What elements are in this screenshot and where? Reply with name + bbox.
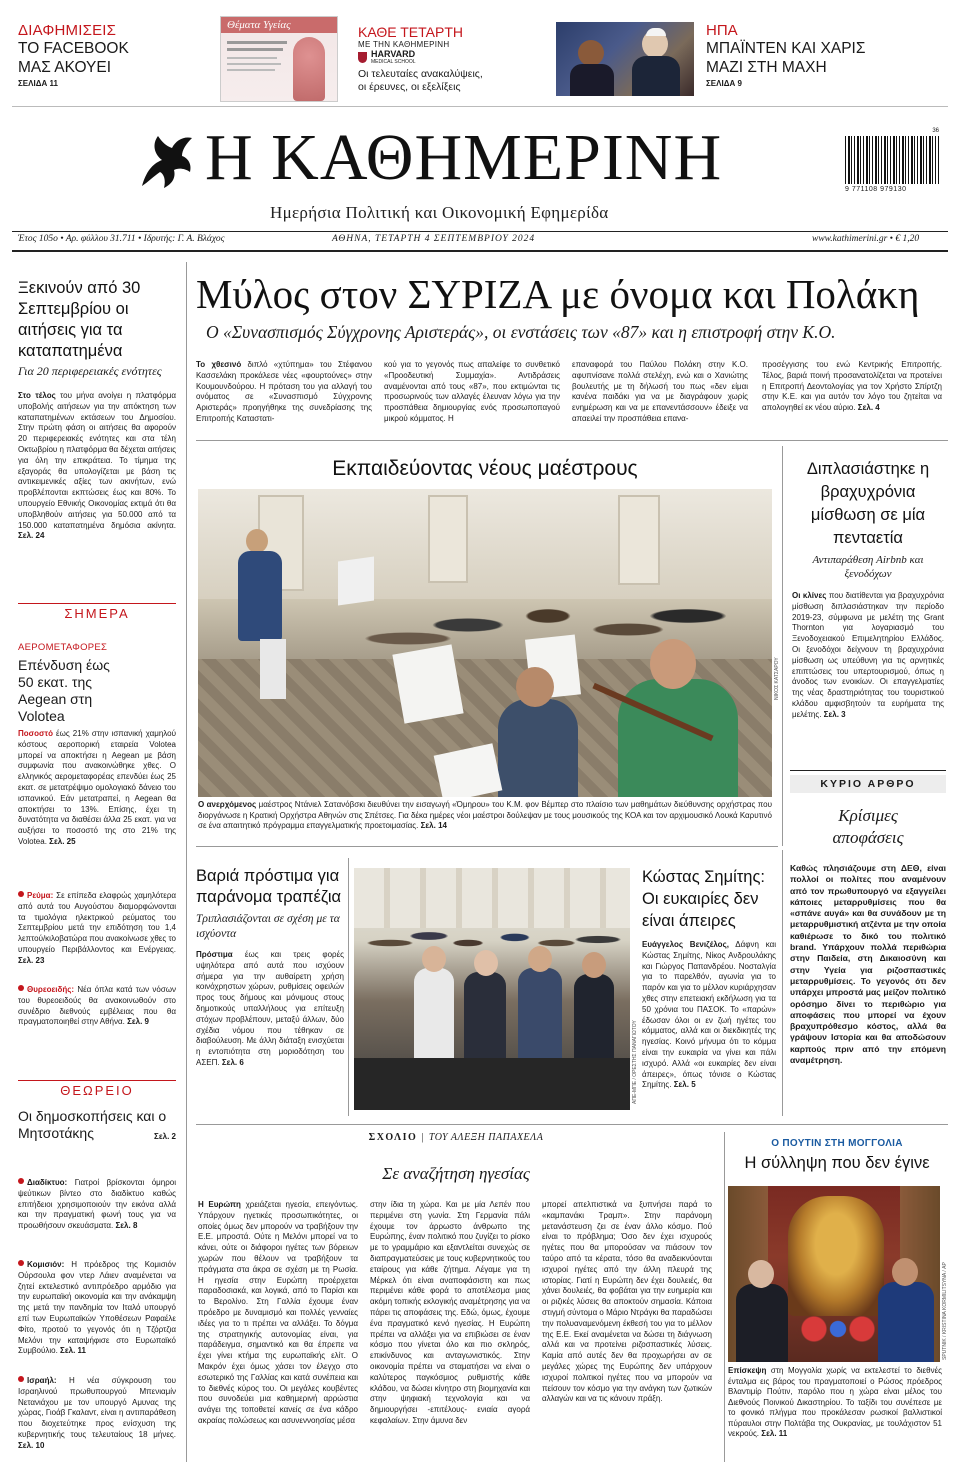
body-text: στην ίδια τη χώρα. Και με μία Λεπέν που περιμένει στη γωνία. Στη Γερμανία πάλι έχουμε τον άρρωστο άνθρωπο της Ευρώπης, έναν πολιτικό που ζυγίζει το ρίσκο με το γραμμάριο και εξαντλείται συνεχώς σε διαπραγματεύσεις με τους κυβερνητικούς του εταίρους για κάθε ζήτημα. Λέγαμε για τη Μέρκελ ότι είναι αναποφάσιστη και πως περιμένει κάθε φορά το αποτέλεσμα μιας ακόμη τοπικής εκλογικής αναμέτρησης για να πάρει τις αποφάσεις της. Εδώ, όμως, έχουμε ένα πραγματικό κενό ηγεσίας. Η Ευρώπη πρέπει να αλλάξει για να επιβιώσει σε έναν κόσμο που γίνεται όλο και πιο σκληρός, επικίνδυνος και ανταγωνιστικός. Στην οικονομία πρέπει να σταματήσει να είναι ο καλύτερος παγκόσμιος ρυθμιστής κάθε κλάδου, να δώσει κίνητρο στη βιομηχανία και στην ψηφιακή τεχνολογία και να δημιουργήσει -επιτέλους- ενιαία αγορά κεφαλαίων. Στην άμυνα δεν xyxy=(370,1200,530,1425)
body-text: έως 21% στην ισπανική χαμηλού κόστους αεροπορική εταιρεία Volotea μπορεί να αποκτήσει η Aegean με βάση συμφωνία που ανακοινώθηκε χθες. Ο ελληνικός αερομεταφορέας επενδύει έως 25 εκατ. σε μετατρέψιμο ομολογιακό δάνειο του ισπανικού. Εάν μετατραπεί, η Aegean θα αποκτήσει το 13%. Επίσης, έχει τη δυνατότητα να διαθέσει άλλα 25 εκατ. για να αυξήσει το ποσοστό της στο 21% της Volotea. xyxy=(18,729,176,846)
story-subheadline: Αντιπαράθεση Airbnb και ξενοδόχων xyxy=(812,554,924,580)
editorial-box[interactable] xyxy=(790,770,946,1110)
left-top-story[interactable] xyxy=(18,278,176,575)
page-ref: Σελ. 11 xyxy=(761,1429,788,1438)
caption-text: στη Μογγολία χωρίς να εκτελεστεί το διεθνές ένταλμα εις βάρος του πραγματοποιεί ο Ρώσος πρόεδρος Βλαντιμίρ Πούτιν, παρόλο που η χώρα είναι μέλος του Διεθνούς Ποινικού Δικαστηρίου. Το ταξίδι του συνέπεσε με το φονικό πλήγμα που προκάλεσαν ρωσικοί βαλλιστικοί πύραυλοι στην Πολτάβα της Ουκρανίας, με τουλάχιστον 51 νεκρούς. xyxy=(728,1366,942,1438)
teaser-kicker: ΗΠΑ xyxy=(706,22,738,39)
item-commission[interactable] xyxy=(18,1260,176,1366)
story-body xyxy=(196,950,344,1090)
lead-word: Η Ευρώπη xyxy=(198,1200,241,1209)
bullet-icon xyxy=(18,1178,24,1184)
photo-credit: SPUTNIK / KRISTINA KORMILITSYNA / ΑΡ xyxy=(942,1262,948,1360)
lead-subheadline: Ο «Συνασπισμός Σύγχρονης Αριστεράς», οι ενστάσεις των «87» και η επιστροφή στην Κ.Ο. xyxy=(206,322,836,342)
teaser-page: ΣΕΛΙΔΑ 11 xyxy=(18,79,58,88)
harvard-brand: HARVARD xyxy=(371,49,416,59)
theoreio-label: ΘΕΩΡΕΙΟ xyxy=(60,1083,134,1098)
brief-electricity[interactable] xyxy=(18,891,176,977)
teaser-text-line: Οι τελευταίες ανακαλύψεις, xyxy=(358,68,483,80)
teaser-kicker: ΔΙΑΦΗΜΙΣΕΙΣ xyxy=(18,22,117,39)
shield-icon xyxy=(358,52,367,63)
story-body xyxy=(18,391,176,575)
masthead-rule-bottom xyxy=(12,250,948,252)
column-col-2 xyxy=(370,1200,530,1462)
page-ref: Σελ. 23 xyxy=(18,955,45,965)
page-ref: Σελ. 9 xyxy=(127,1017,150,1027)
column-body[interactable] xyxy=(198,1200,716,1462)
story-headline: Επένδυση έως 50 εκατ. της Aegean στη Volotea xyxy=(18,657,110,724)
photo-story-headline: Εκπαιδεύοντας νέους μαέστρους xyxy=(332,457,638,480)
editorial-label: ΚΥΡΙΟ ΑΡΘΡΟ xyxy=(790,775,946,793)
editorial-body: Καθώς πλησιάζουμε στη ΔΕΘ, είναι πολλοί οι πολίτες που αναμένουν από τον πρωθυπουργό να εξαγγείλει κάποιες μεταρρυθμίσεις που θα «σπάνε αυγά» και θα συνάδουν με τη μεταρρυθμιστική ατζέντα με την οποία καθιέρωσε το δικό του πολιτικό brand. Υπάρχουν πολλά περιθώρια στην Παιδεία, στη Δικαιοσύνη και στην Υγεία για ριζοσπαστικές μεταρρυθμίσεις. Το γεγονός ότι δεν υπάρχει μπροστά μας μείζον πολιτικό ορόσημο δίνει το περιθώριο για αποφάσεις που μπορεί να έχουν βραχυπρόθεσμο κόστος, αλλά θα γράψουν Ιστορία και θα αποδώσουν καρπούς πριν από την επόμενη αναμέτρηση. xyxy=(790,863,946,1066)
orchestra-photo xyxy=(198,489,772,797)
lead-col-4 xyxy=(762,360,942,432)
lead-word: Οι κλίνες xyxy=(792,591,827,600)
section-divider xyxy=(196,1124,948,1125)
teaser-title-line: ΜΠΑΪΝΤΕΝ ΚΑΙ ΧΑΡΙΣ xyxy=(706,40,866,57)
item-lead: Ισραήλ: xyxy=(27,1376,57,1385)
column-col-1 xyxy=(198,1200,358,1462)
body-text: μπορεί απελπιστικά να ξυπνήσει παρά το «καμπανάκι Τραμπ». Στην παράνομη μετανάστευση ζει σε έναν άλλο κόσμο. Πού είναι το πρόβλημα; Όσο δεν έχει ισχυρούς ηγέτες που θα μπορούσαν να πιάσουν τον ταύρο από τα κέρατα, τόσο θα αναδεικνύονται ισχυροί ηγέτες από την άλλη πλευρά της ιστορίας. Γιατί η Ευρώπη δεν έχει δουλειές, θα χάνει δουλειές, θα φοβάται για την ευημερία και οι ριζικές λύσεις θα αποκτούν σημασία. Κάποια στιγμή σύντομα ο Μάριο Ντράγκι θα παραδώσει την πολυαναμενόμενη έκθεσή του για το μέλλον της Ε.Ε. Εκεί αναμένεται να δώσει τη διάγνωση αλλά και να προτείνει ριζοσπαστικές λύσεις. Καμία από αυτές δεν θα προχωρήσει αν σε μεγάλες χώρες της Ευρώπης δεν υπάρχουν ισχυροί πολιτικοί ηγέτες που να μπορούν να πείσουν τον κόσμο για την ανάγκη των ζωτικών αλλαγών και να τις κάνουν πράξη. xyxy=(542,1200,712,1404)
body-text: έως και τρεις φορές υψηλότερα από αυτά που ισχύουν σήμερα για την αυθαίρετη χρήση κοινόχρηστων χώρων, ρυθμίσεις οφειλών προς τους δήμους και μόνιμους στους δημοτικούς υπαλλήλους για επίτευξη στόχων προβλέπουν, μεταξύ άλλων, δύο σχέδια νόμου που τέθηκαν σε διαβούλευση. Με άλλη διάταξη ενισχύεται η εντοπιότητα στη μοριοδότηση του ΑΣΕΠ. xyxy=(196,950,344,1067)
page-ref: Σελ. 6 xyxy=(221,1057,244,1067)
column-title: Σε αναζήτηση ηγεσίας xyxy=(382,1164,530,1183)
putin-caption xyxy=(728,1366,942,1462)
column-divider xyxy=(348,858,349,1116)
story-headline: Η σύλληψη που δεν έγινε xyxy=(744,1154,930,1172)
body-text: χρειάζεται ηγεσία, επειγόντως. Υπάρχουν ηγετικές προσωπικότητες, οι οποίες όμως δεν μπορούν να τραβήξουν την Ε.Ε. μπροστά. Ούτε η Μελόνι μπορεί να το κάνει, ούτε οι διάφοροι ηγέτες των βόρειων χωρών που θέλουν να τραβήξουν τα πράγματα στα άκρα σε σχέση με τη Ρωσία. Η ηγεσία στην Ευρώπη προέρχεται παραδοσιακά, και λογικά, από το Παρίσι και το Βερολίνο. Στη Γαλλία έχουμε έναν πρόεδρο με δυναμισμό και πολλές γενναίες ιδέες για το τι πρέπει να αλλάξει. Το δόγμα της στρατηγικής αυτονομίας είναι, για παράδειγμα, σημαντικό και θα έπρεπε να έχει γίνει κτήμα της ευρωπαϊκής ελίτ. Ο Μακρόν έχει όμως χάσει τον έλεγχο στο εσωτερικό της Γαλλίας και κατά συνέπεια και το διεθνές κύρος του. Οι μεγάλες κουβέντες που συνοδεύει μια καθημερινή αρρώστια ανάγει της τοποθετεί κανείς σε ένα κάδρο ακραίας πολώσεως και ασυνεννοησίας μέσα xyxy=(198,1200,358,1425)
masthead-meta-left: Έτος 105ο • Αρ. φύλλου 31.711 • Ιδρυτής: Γ. Α. Βλάχος xyxy=(18,234,225,244)
lead-word: Ευάγγελος Βενιζέλος, xyxy=(642,940,729,949)
page-ref: Σελ. 4 xyxy=(857,403,880,413)
column-divider xyxy=(724,1132,725,1462)
masthead-meta-right: www.kathimerini.gr • € 1,20 xyxy=(812,234,920,244)
page-ref: Σελ. 25 xyxy=(49,836,76,846)
column-col-3 xyxy=(542,1200,712,1462)
body-text: διπλό «χτύπημα» του Στέφανου Κασσελάκη προκάλεσε νέες «φουρτούνες» στην Κουμουνδούρου. Η πρόταση του για αλλαγή του ονόματος σε «Συνασπισμό Σύγχρονης Αριστεράς» προηγήθηκε της συνεδρίασης της Επιτροπής Καταστατι- xyxy=(196,360,372,423)
column-divider xyxy=(782,446,783,846)
lead-col-1 xyxy=(196,360,372,432)
item-lead: Διαδίκτυο: xyxy=(27,1178,68,1187)
story-body xyxy=(642,940,776,1098)
top-divider xyxy=(12,106,948,107)
airbnb-story[interactable] xyxy=(792,458,944,743)
lead-word: Ποσοστό xyxy=(18,729,53,738)
teaser-title-line: ΜΑΖΙ ΣΤΗ ΜΑΧΗ xyxy=(706,59,827,76)
body-text: του μήνα ανοίγει η πλατφόρμα υποβολής αιτήσεων για την απόκτηση των καταπατημένων εκτάσεων του Δημοσίου. Στην πρώτη φάση οι αιτήσεις θα αφορούν 20 περιφερειακές ενότητες και στα τέλη Οκτωβρίου η πλατφόρμα θα δέχεται αιτήσεις για όλη την επικράτεια. Το τίμημα της εξαγοράς θα υπολογίζεται με βάση τις αντικειμενικές αξίες των ακινήτων, ενώ προβλέπονται εκπτώσεις έως και 80%. Το υπουργείο Εθνικής Οικονομίας εκτιμά ότι θα υποβληθούν αιτήσεις για 50.000 από τα 150.000 καταπατημένα δημόσια ακίνητα. xyxy=(18,391,176,530)
lead-headline: Μύλος στον ΣΥΡΙΖΑ με όνομα και Πολάκη xyxy=(196,271,920,317)
story-body xyxy=(792,591,944,743)
column-label: ΣΧΟΛΙΟ xyxy=(368,1132,418,1143)
brief-lead: Θυρεοειδής: xyxy=(27,985,75,994)
barcode-number: 9 771108 979130 xyxy=(845,186,907,193)
section-divider xyxy=(18,1080,176,1081)
lead-word: Πρόστιμα xyxy=(196,950,233,959)
story-subheadline: Τριπλασιάζονται σε σχέση με τα ισχύοντα xyxy=(196,913,340,940)
column-byline: ΣΧΟΛΙΟ | ΤΟΥ ΑΛΕΞΗ ΠΑΠΑΧΕΛΑ xyxy=(368,1132,544,1143)
magazine-cover-image xyxy=(220,16,338,102)
column-divider xyxy=(186,262,187,1462)
page-ref: Σελ. 8 xyxy=(115,1221,138,1231)
brief-lead: Ρεύμα: xyxy=(27,891,54,900)
theoreio-lead[interactable] xyxy=(18,1108,176,1141)
section-divider xyxy=(18,603,176,604)
lead-word: Ο ανερχόμενος xyxy=(198,800,257,809)
body-text: που διατίθενται για βραχυχρόνια μίσθωση διπλασιάστηκαν την περίοδο 2019-23, σύμφωνα με μελέτη της Grant Thornton για λογαριασμό του Ξενοδοχειακού Επιμελητηρίου Ελλάδος. Οι ξενοδόχοι δείχνουν τη βραχυχρόνια μίσθωση ως υπεύθυνη για τις αρνητικές επιπτώσεις του υπερτουρισμού, όπως η άνοδος των ενοικίων. Οι επαγγελματίες της νέας δραστηριότητας του τουριστικού κλάδου αμφισβητούν τα ευρήματα της μελέτης. xyxy=(792,591,944,719)
masthead-rule-top xyxy=(12,231,948,232)
item-body: Η νέα σύγκρουση του Ισραηλινού πρωθυπουργού Μπενιαμίν Νετανιάχου με τον υπουργό Αμυνας της χώρας, Γιοάβ Γκαλαντ, είναι η αντιπαράθεση που διοχετεύτηκε προς ενίσχυση της κυβερνητικής τους τελευταίους 18 μήνες. xyxy=(18,1376,176,1439)
magazine-title: Θέματα Υγείας xyxy=(221,17,337,33)
section-divider xyxy=(196,846,778,847)
biden-harris-photo xyxy=(556,22,694,96)
column-author: ΤΟΥ ΑΛΕΞΗ ΠΑΠΑΧΕΛΑ xyxy=(428,1132,544,1143)
story-kicker: ΑΕΡΟΜΕΤΑΦΟΡΕΣ xyxy=(18,642,108,653)
bullet-icon xyxy=(18,891,24,897)
story-headline: Βαριά πρόστιμα για παράνομα τραπέζια xyxy=(196,867,342,906)
today-story[interactable] xyxy=(18,642,176,1039)
teaser-facebook[interactable] xyxy=(18,22,208,100)
masthead-meta-center: ΑΘΗΝΑ, ΤΕΤΑΡΤΗ 4 ΣΕΠΤΕΜΒΡΙΟΥ 2024 xyxy=(332,234,536,244)
photo-credit: ΑΠΕ-ΜΠΕ / ΟΡΕΣΤΗΣ ΠΑΝΑΓΙΩΤΟΥ xyxy=(632,1020,638,1104)
bullet-icon xyxy=(18,1260,24,1266)
page-ref: Σελ. 10 xyxy=(18,1440,45,1450)
item-body: Η πρόεδρος της Κομισιόν Ούρσουλα φον ντερ Λάιεν αναμένεται να ζητεί εκτελεστικό αντιπρόεδρο αρμόδιο για την ευρωπαϊκή οικονομία και την ανάκαμψη της μετά την πανδημία τον Ιταλό υπουργό επί των Ευρωπαϊκών Υποθέσεων Ραφαέλε Φίτο, προτού το γεγονός ότι η Τζόρτζια Μελόνι την καταψήφισε στο Ευρωπαϊκό Συμβούλιο. xyxy=(18,1260,176,1356)
photo-caption xyxy=(198,800,772,832)
teaser-subkicker: ΜΕ ΤΗΝ ΚΑΘΗΜΕΡΙΝΗ xyxy=(358,40,450,49)
issue-number: 36 xyxy=(932,128,939,134)
editorial-title: Κρίσιμες αποφάσεις xyxy=(832,806,904,847)
simitis-story[interactable] xyxy=(642,866,776,1098)
story-subheadline: Για 20 περιφερειακές ενότητες xyxy=(18,364,162,378)
page-ref: Σελ. 3 xyxy=(823,709,846,719)
column-divider xyxy=(782,850,783,1116)
item-internet[interactable] xyxy=(18,1178,176,1250)
teaser-title-line: ΜΑΣ ΑΚΟΥΕΙ xyxy=(18,59,112,76)
page-ref: Σελ. 14 xyxy=(420,821,447,830)
item-body: Γιατροί βρίσκονται όμηροι ψεύτικων βίντεο στο διαδίκτυο καθώς επιτήδειοι χρησιμοποιούν την εικόνα αλλά και την πραγματική φωνή τους για να προωθήσουν σκευάσματα. xyxy=(18,1178,176,1231)
teaser-health-magazine[interactable] xyxy=(218,16,518,104)
lead-col-2 xyxy=(384,360,560,432)
putin-story[interactable] xyxy=(726,1138,948,1174)
lead-word: Στο τέλος xyxy=(18,391,56,400)
lead-col-3 xyxy=(572,360,748,432)
lead-word: Το χθεσινό xyxy=(196,360,242,369)
masthead-title: Η ΚΑΘΗΜΕΡΙΝΗ xyxy=(205,121,723,194)
page-ref: Σελ. 24 xyxy=(18,531,45,541)
brief-body: Σε επίπεδα ελαφρώς χαμηλότερα από αυτά του Αυγούστου διαμορφώνονται τα τιμολόγια ηλεκτρικού ρεύματος του Σεπτεμβρίου μετά την επιδότηση του 1,4 λεπτού/κιλοβατώρα που ανακοίνωσε χθες το υπουργείο Περιβάλλοντος και Ενέργειας. xyxy=(18,891,176,954)
teaser-page: ΣΕΛΙΔΑ 9 xyxy=(706,79,742,88)
page-ref: Σελ. 11 xyxy=(60,1346,86,1356)
teaser-kicker: ΚΑΘΕ ΤΕΤΑΡΤΗ xyxy=(358,24,463,40)
caption-text: μαέστρος Ντάνιελ Σατανόβσκι διευθύνει την εισαγωγή «Όμηρου» του Κ.Μ. φον Βέμπερ στο πλαίσιο των μαθημάτων διεύθυνσης ορχήστρας που διοργάνωσε η Κρατική Ορχήστρα Αθηνών στις Σπέτσες. Για δέκα ημέρες νέοι μαέστροι δούλεψαν με τους μουσικούς της ΚΟΑ και τον αρχιμουσικό Λουκά Καρυτινό σε ένα απαιτητικό πρόγραμμα επαγγελματικής προετοιμασίας. xyxy=(198,800,772,830)
teaser-title-line: ΤΟ FACEBOOK xyxy=(18,40,129,57)
item-israel[interactable] xyxy=(18,1376,176,1460)
lead-word: Επίσκεψη xyxy=(728,1366,767,1375)
bullet-icon xyxy=(18,1376,24,1382)
page-ref: Σελ. 2 xyxy=(154,1132,176,1141)
story-headline: Διπλασιάστηκε η βραχυχρόνια μίσθωση σε μία πενταετία xyxy=(806,460,930,547)
photo-credit: ΝΙΚΟΣ ΚΑΤΣΑΡΟΥ xyxy=(774,657,780,700)
griffin-logo xyxy=(132,128,198,194)
theoreio-items xyxy=(18,1178,176,1460)
brief-thyroid[interactable] xyxy=(18,985,176,1039)
body-text: κού για το γεγονός πως απαλείφε το συνθετικό «Προοδευτική Συμμαχία». Αντιδράσεις αναμένονται από τους «87», που εκτιμώνται τις προσωρινούς των αλλαγές έλευναν λόγω για την προσπάθεια δημιουργίας ενός προσωποπαγού μικρού κόμματος. Η xyxy=(384,360,560,423)
masthead-subtitle: Ημερήσια Πολιτική και Οικονομική Εφημερίδα xyxy=(270,203,609,222)
harvard-brand-sub: MEDICAL SCHOOL xyxy=(371,59,416,65)
bullet-icon xyxy=(18,985,24,991)
lead-story-body[interactable] xyxy=(196,360,942,432)
page-ref: Σελ. 5 xyxy=(673,1080,696,1090)
barcode xyxy=(845,128,943,198)
pasok-event-photo xyxy=(354,868,630,1110)
today-label: ΣΗΜΕΡΑ xyxy=(64,606,130,621)
brief-body: Νέα όπλα κατά των νόσων του θυρεοειδούς θα ανακοινωθούν στο συνέδριο διεθνούς εμβέλειας που θα πραγματοποιηθεί στην Αθήνα. xyxy=(18,985,176,1027)
putin-mongolia-photo xyxy=(728,1186,940,1362)
story-headline: Κώστας Σημίτης: Οι ευκαιρίες δεν είναι άπειρες xyxy=(642,868,766,930)
body-text: προσέγγισης του ενώ Κεντρικής Επιτροπής. Τέλος, βαριά ποινή προσανατολίζεται να προτείνει η Επιτροπή Δεοντολογίας για τον Χρήστο Σπίρτζη στην Κ.Ε. και για αυτόν τον λόγο του ζητείται να απολογηθεί εκ νέου αύριο. xyxy=(762,360,942,413)
body-text: Δάφνη και Κώστας Σημίτης, Νίκος Ανδρουλάκης και Γιώργος Παπανδρέου. Νοσταλγία για το παρελθόν, αγωνία για το παρόν και για το μέλλον κυριάρχησαν χθες στην επετειακή εκδήλωση για τα 50 χρόνια του ΠΑΣΟΚ. Το «παρών» έδωσαν όλοι οι εν ζωή ηγέτες του κόμματος, αλλά και οι διεκδικητές της ηγεσίας. Κοινό μήνυμα ότι το κόμμα είναι την ευκαιρία να γίνει και πάλι ισχυρό. Αλλά «οι ευκαιρίες δεν είναι άπειρες», όπως τόνισε ο Κώστας Σημίτης. xyxy=(642,940,776,1090)
story-headline: Ξεκινούν από 30 Σεπτεμβρίου οι αιτήσεις για τα καταπατημένα xyxy=(18,279,141,360)
fines-story[interactable] xyxy=(196,866,344,1090)
section-divider xyxy=(196,440,948,441)
teaser-usa[interactable] xyxy=(556,22,946,102)
story-kicker: Ο ΠΟΥΤΙΝ ΣΤΗ ΜΟΓΓΟΛΙΑ xyxy=(771,1138,903,1149)
body-text: επαναφορά του Παύλου Πολάκη στην Κ.Ο. αφυπνίσανε πολλά στελέχη, ενώ και ο Χανιώτης βουλευτής με τη δήλωσή του πως «δεν είμαι κανένα παιδάκι για να με διαγράφουν χωρίς ενημέρωση και να με επανεντάσσουν» έδειξε να απαειλεί την προσπάθεια επανα- xyxy=(572,360,748,423)
story-headline: Οι δημοσκοπήσεις και ο Μητσοτάκης xyxy=(18,1108,167,1141)
story-body xyxy=(18,729,176,881)
teaser-text-line: οι έρευνες, οι εξελίξεις xyxy=(358,81,461,93)
item-lead: Κομισιόν: xyxy=(27,1260,65,1269)
